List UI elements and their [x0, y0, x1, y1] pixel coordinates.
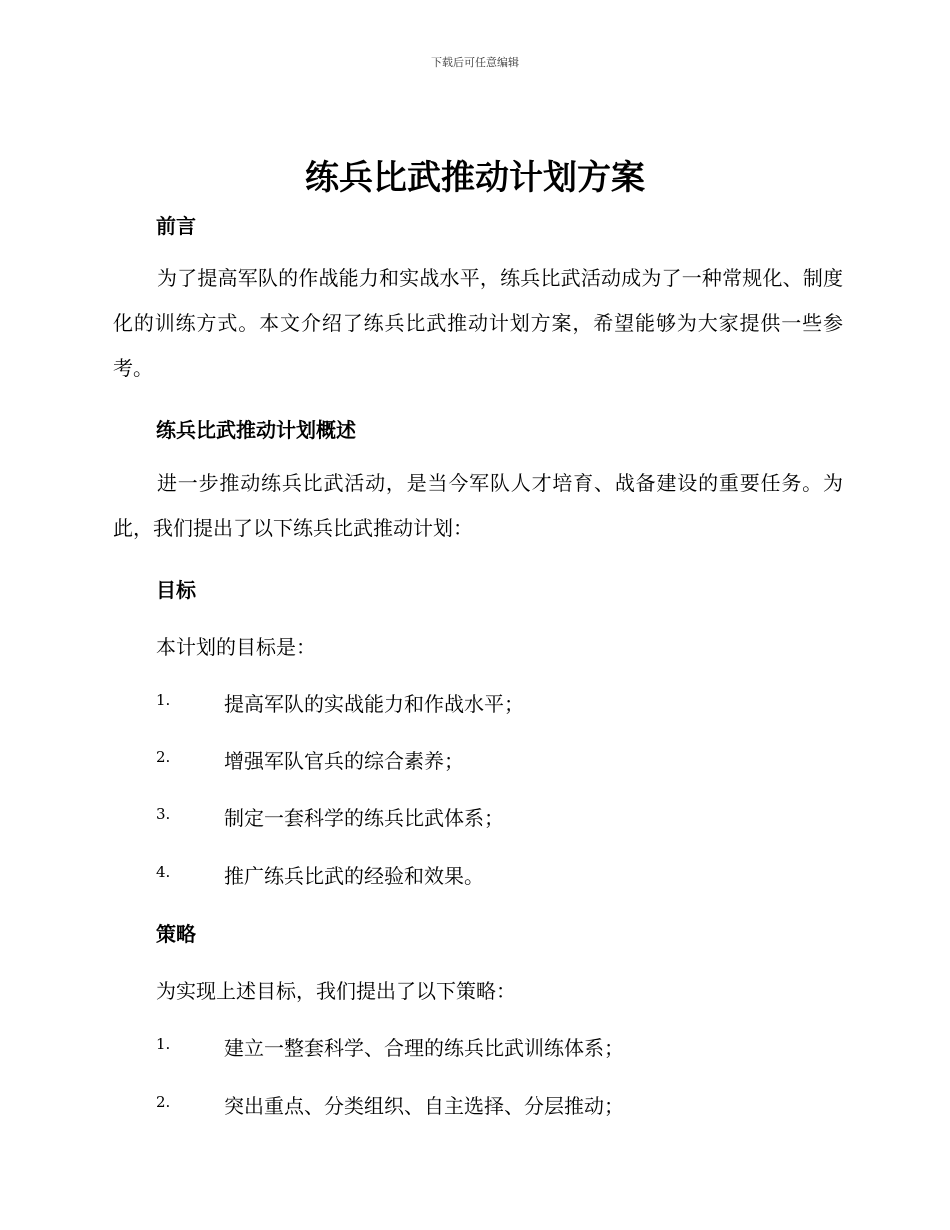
section-heading-preface: 前言: [156, 214, 196, 238]
section-heading-strategy: 策略: [156, 922, 196, 946]
list-item-number: 1.: [156, 691, 171, 709]
list-item-number: 2.: [156, 1093, 171, 1111]
list-item-text: 提高军队的实战能力和作战水平；: [224, 692, 524, 716]
list-item-text: 建立一整套科学、合理的练兵比武训练体系；: [224, 1036, 624, 1060]
strategy-intro: 为实现上述目标，我们提出了以下策略：: [156, 979, 516, 1003]
list-item-number: 1.: [156, 1035, 171, 1053]
goals-intro: 本计划的目标是：: [156, 635, 316, 659]
list-item-number: 2.: [156, 748, 171, 766]
list-item-number: 3.: [156, 805, 171, 823]
page-header-note: 下载后可任意编辑: [431, 56, 519, 69]
document-title: 练兵比武推动计划方案: [305, 158, 645, 198]
paragraph-preface: 为了提高军队的作战能力和实战水平，练兵比武活动成为了一种常规化、制度化的训练方式。本文介绍了练兵比武推动计划方案，希望能够为大家提供一些参考。: [113, 266, 843, 380]
list-item-text: 增强军队官兵的综合素养；: [224, 749, 464, 773]
list-item-number: 4.: [156, 863, 171, 881]
list-item-text: 制定一套科学的练兵比武体系；: [224, 806, 504, 830]
list-item-text: 推广练兵比武的经验和效果。: [224, 864, 484, 888]
section-heading-goals: 目标: [156, 578, 196, 602]
paragraph-overview: 进一步推动练兵比武活动，是当今军队人才培育、战备建设的重要任务。为此，我们提出了以下练兵比武推动计划：: [113, 471, 843, 540]
section-heading-overview: 练兵比武推动计划概述: [156, 418, 356, 442]
list-item-text: 突出重点、分类组织、自主选择、分层推动；: [224, 1094, 624, 1118]
